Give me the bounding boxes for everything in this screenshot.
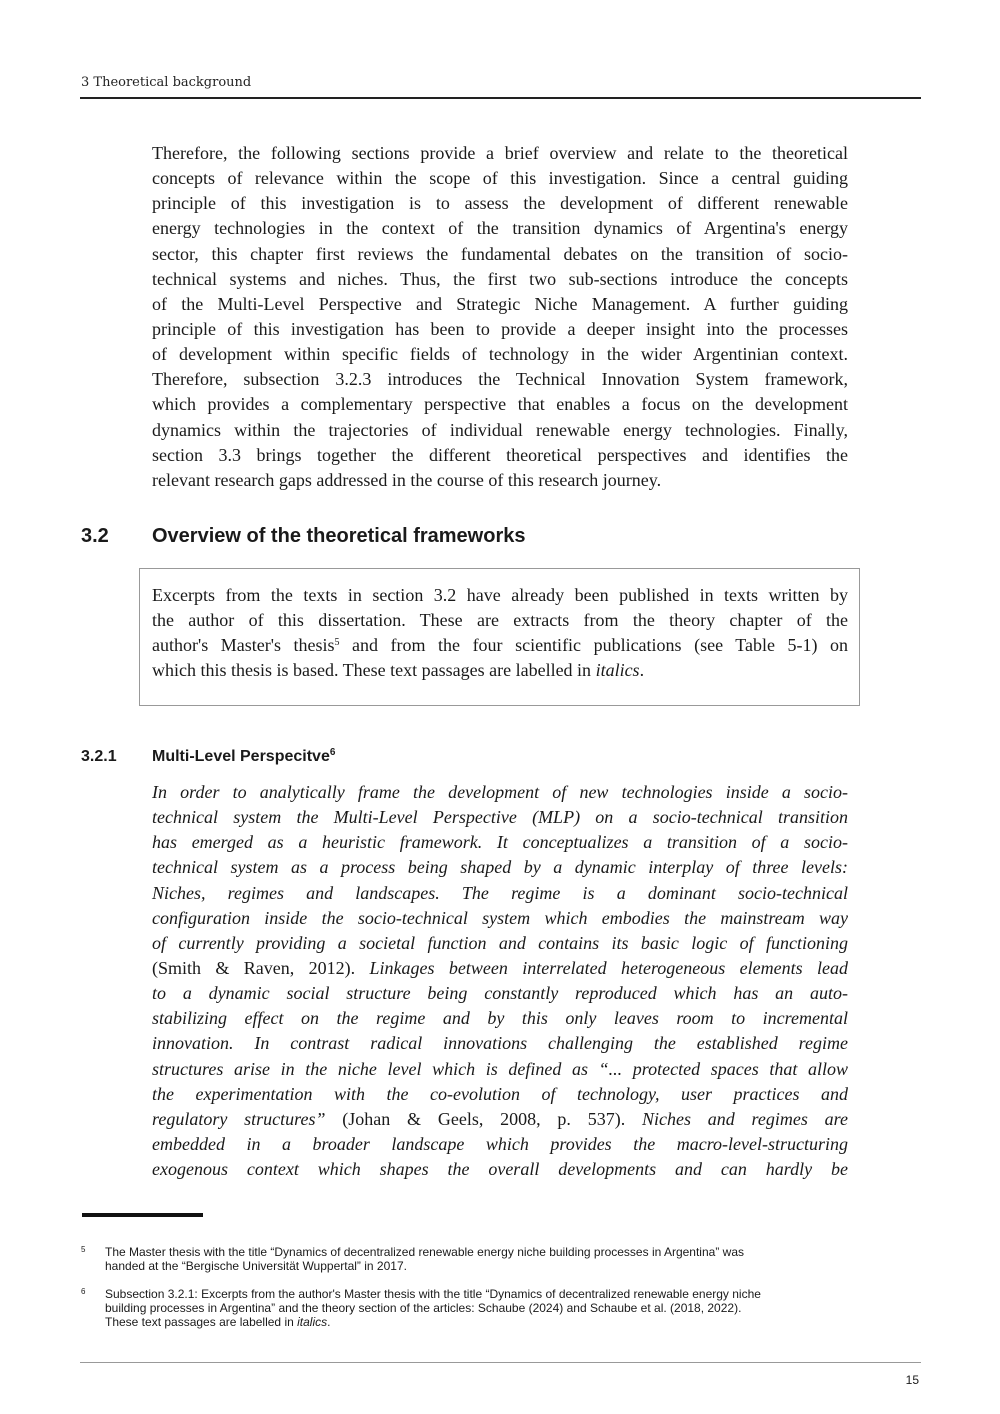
intro-paragraph <box>152 141 848 493</box>
text-segment: the author of this dissertation. These are extracts from the theory chapter of the <box>152 610 848 631</box>
text-segment: Therefore, the following sections provide a brief overview and relate to the theoretical <box>152 143 848 163</box>
text-line <box>152 881 848 906</box>
footnote-divider <box>82 1213 203 1217</box>
text-segment: . <box>639 660 645 681</box>
footnote-line <box>105 1315 841 1329</box>
footnote-line: The Master thesis with the title “Dynamics of decentralized renewable energy niche building processes in Argentina” was <box>105 1245 744 1259</box>
subsection-title <box>152 748 335 766</box>
text-segment: the experimentation with the co-evolution of technology, user practices and <box>152 1083 848 1104</box>
text-segment: has emerged as a heuristic framework. It conceptualizes a transition of a socio- <box>152 832 848 853</box>
subsection-title-text: Multi-Level Perspecitve <box>152 748 330 765</box>
text-segment: principle of this investigation has been to provide a deeper insight into the processes <box>152 318 848 339</box>
text-line <box>152 292 848 317</box>
text-segment: stabilizing effect on the regime and by this only leaves room to incremental <box>152 1008 848 1029</box>
text-segment: Linkages between interrelated heterogeneous elements lead <box>369 957 848 978</box>
footnote-number: 5 <box>81 1245 86 1254</box>
footnote-line: handed at the “Bergische Universität Wuppertal” in 2017. <box>105 1259 407 1273</box>
text-line <box>152 342 848 367</box>
text-segment: of the Multi-Level Perspective and Strategic Niche Management. A further guiding <box>152 293 848 314</box>
text-line <box>152 216 848 241</box>
mlp-paragraph <box>152 780 848 1182</box>
text-line <box>152 1157 848 1182</box>
text-segment: embedded in a broader landscape which provides the macro-level-structuring <box>152 1133 848 1154</box>
footnote-ref[interactable]: 5 <box>334 637 340 649</box>
text-line <box>152 830 848 855</box>
text-segment: Niches and regimes are <box>641 1108 848 1129</box>
text-line <box>152 317 848 342</box>
text-line <box>152 855 848 880</box>
text-segment: dynamics within the trajectories of individual renewable energy technologies. Finally, <box>152 419 848 440</box>
text-line <box>152 1031 848 1056</box>
text-segment: italics <box>595 660 640 681</box>
text-segment: and from the four scientific publications (see Table 5-1) on <box>339 635 848 656</box>
text-segment: section 3.3 brings together the different theoretical perspectives and identifies the <box>152 444 848 465</box>
text-segment: structures arise in the niche level which is defined as “... protected spaces that allow <box>152 1058 848 1079</box>
text-segment: Excerpts from the texts in section 3.2 have already been published in texts written by <box>152 585 848 605</box>
text-line <box>152 191 848 216</box>
text-line <box>152 658 848 683</box>
text-line <box>152 1082 848 1107</box>
text-segment: technical system as a process being shaped by a dynamic interplay of three levels: <box>152 857 848 878</box>
text-segment: sector, this chapter first reviews the fundamental debates on the transition of socio- <box>152 243 848 264</box>
footnote-number: 6 <box>81 1287 86 1296</box>
text-segment: Therefore, subsection 3.2.3 introduces the Technical Innovation System framework, <box>152 369 848 390</box>
text-line <box>152 780 848 805</box>
text-line <box>152 418 848 443</box>
text-line <box>152 956 848 981</box>
text-line <box>152 166 848 191</box>
text-line <box>152 931 848 956</box>
section-title: Overview of the theoretical frameworks <box>152 525 526 547</box>
text-line <box>152 1006 848 1031</box>
text-segment: innovation. In contrast radical innovations challenging the established regime <box>152 1033 848 1054</box>
text-segment: (Smith & Raven, 2012). <box>152 957 370 978</box>
text-line <box>152 981 848 1006</box>
text-line <box>152 468 848 493</box>
text-segment: to a dynamic social structure being constantly reproduced which has an auto- <box>152 983 848 1004</box>
text-line <box>152 608 848 633</box>
text-segment: exogenous context which shapes the overall developments and can hardly be <box>152 1159 848 1180</box>
text-segment: energy technologies in the context of the transition dynamics of Argentina's energy <box>152 218 848 239</box>
header-divider <box>80 97 921 99</box>
text-line <box>152 267 848 292</box>
section-number: 3.2 <box>81 525 109 547</box>
text-segment: which provides a complementary perspective that enables a focus on the development <box>152 394 848 415</box>
footnote-6 <box>81 1287 841 1329</box>
text-line <box>152 367 848 392</box>
text-segment: concepts of relevance within the scope of this investigation. Since a central guiding <box>152 168 848 189</box>
running-header: 3 Theoretical background <box>81 75 252 90</box>
footer-divider <box>80 1362 921 1363</box>
text-segment: configuration inside the socio-technical system which embodies the mainstream way <box>152 907 848 928</box>
text-line <box>152 583 848 608</box>
text-line <box>152 141 848 166</box>
text-segment: principle of this investigation is to assess the development of different renewable <box>152 193 848 214</box>
text-line <box>152 633 848 658</box>
text-segment: of currently providing a societal function and contains its basic logic of functioning <box>152 932 848 953</box>
text-line <box>152 1132 848 1157</box>
text-line <box>152 392 848 417</box>
text-line <box>152 242 848 267</box>
text-segment: In order to analytically frame the development of new technologies inside a socio- <box>152 782 848 802</box>
text-segment: regulatory structures” <box>152 1108 326 1129</box>
footnote-line: building processes in Argentina” and the theory section of the articles: Schaube (2024) and Schaube et al. (2018, 2022). <box>105 1301 742 1315</box>
text-segment: of development within specific fields of technology in the wider Argentinian context. <box>152 344 848 365</box>
footnote-ref-6[interactable]: 6 <box>329 747 336 758</box>
text-line <box>152 1057 848 1082</box>
footnote-end: . <box>327 1315 331 1329</box>
notice-box-text <box>152 583 848 684</box>
footnote-line: Subsection 3.2.1: Excerpts from the author's Master thesis with the title “Dynamics of decentralized renewable energy niche <box>105 1287 761 1301</box>
text-segment: author's Master's thesis <box>152 635 335 656</box>
footnote-text: These text passages are labelled in <box>105 1315 298 1329</box>
text-line <box>152 906 848 931</box>
text-segment: Niches, regimes and landscapes. The regime is a dominant socio-technical <box>152 882 848 903</box>
subsection-number: 3.2.1 <box>81 748 117 765</box>
text-segment: technical systems and niches. Thus, the first two sub-sections introduce the concepts <box>152 268 848 289</box>
text-line <box>152 443 848 468</box>
footnote-5 <box>81 1245 841 1273</box>
text-segment: (Johan & Geels, 2008, p. 537). <box>325 1108 642 1129</box>
footnote-italic: italics <box>297 1315 328 1329</box>
text-line <box>152 805 848 830</box>
text-segment: technical system the Multi-Level Perspective (MLP) on a socio-technical transition <box>152 807 848 828</box>
text-line <box>152 1107 848 1132</box>
page-number: 15 <box>905 1373 919 1387</box>
text-segment: relevant research gaps addressed in the course of this research journey. <box>152 469 662 490</box>
text-segment: which this thesis is based. These text passages are labelled in <box>152 660 596 681</box>
